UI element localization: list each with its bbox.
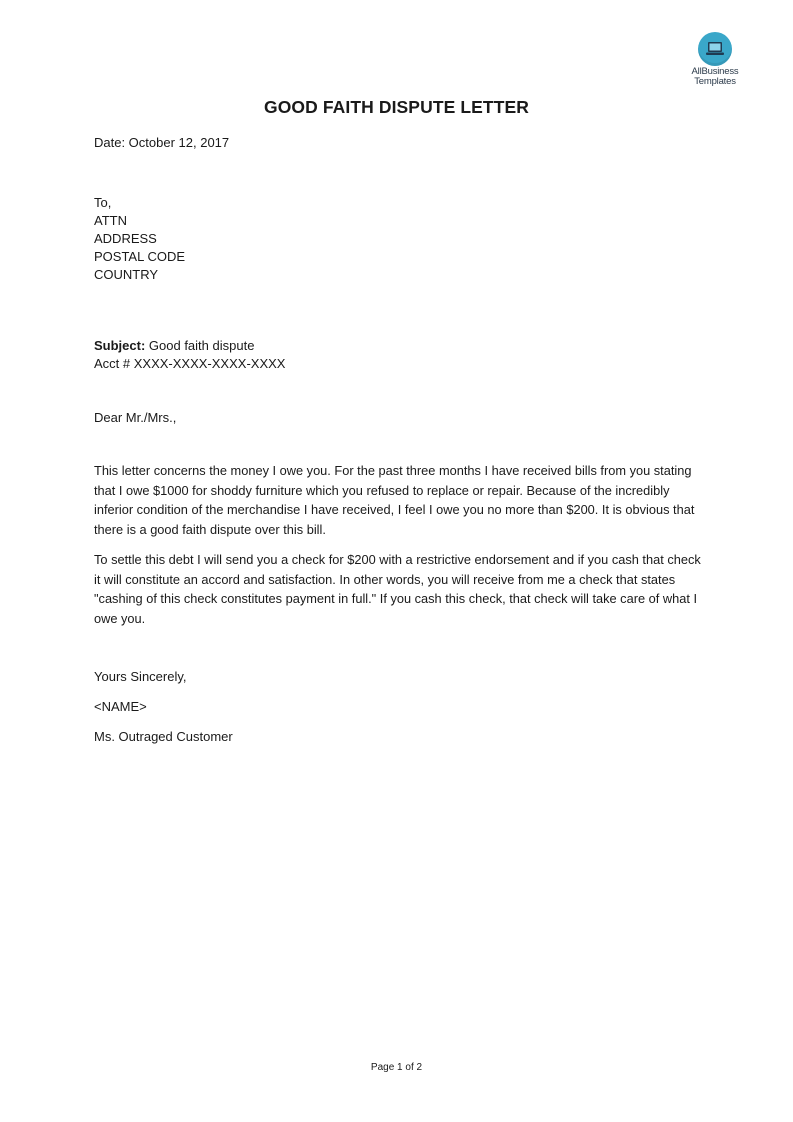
logo-text — [683, 67, 747, 87]
body-paragraph-1: This letter concerns the money I owe you. For the past three months I have received bills from you stating that I owe $1000 for shoddy furniture which you refused to replace or repair. Because of the incredibly inferior condition of the merchandise I have received, I feel I owe you no more than $200. It is obvious that there is a good faith dispute over this bill. — [94, 463, 695, 537]
signature-name: <NAME> — [94, 699, 147, 714]
letter-date: Date: October 12, 2017 — [94, 135, 230, 150]
page-number: Page 1 of 2 — [370, 1062, 423, 1073]
document-title: GOOD FAITH DISPUTE LETTER — [263, 97, 529, 117]
recipient-country: COUNTRY — [94, 267, 159, 282]
greeting: Dear Mr./Mrs., — [94, 410, 177, 425]
closing: Yours Sincerely, — [94, 669, 187, 684]
logo-text-line1: AllBusiness — [691, 66, 739, 77]
signature-title: Ms. Outraged Customer — [94, 729, 233, 744]
allbusiness-logo[interactable] — [683, 32, 747, 87]
subject-block — [94, 337, 285, 373]
recipient-street: ADDRESS — [94, 231, 157, 246]
account-number: Acct # XXXX-XXXX-XXXX-XXXX — [94, 356, 286, 371]
subject-line — [94, 337, 285, 355]
recipient-to: To, — [94, 195, 112, 210]
subject-label: Subject: — [94, 338, 146, 353]
laptop-icon — [705, 41, 725, 57]
recipient-address — [94, 194, 185, 284]
recipient-attn: ATTN — [94, 213, 127, 228]
recipient-postal-code: POSTAL CODE — [94, 249, 186, 264]
logo-text-line2: Templates — [694, 76, 736, 87]
logo-badge — [698, 32, 732, 66]
body-paragraph-2: To settle this debt I will send you a check for $200 with a restrictive endorsement and if you cash that check it will constitute an accord and satisfaction. In other words, you will receive from me a check that states "cashing of this check constitutes payment in full." If you cash this check, that check will take care of what I owe you. — [94, 552, 701, 626]
subject-value: Good faith dispute — [145, 338, 255, 353]
